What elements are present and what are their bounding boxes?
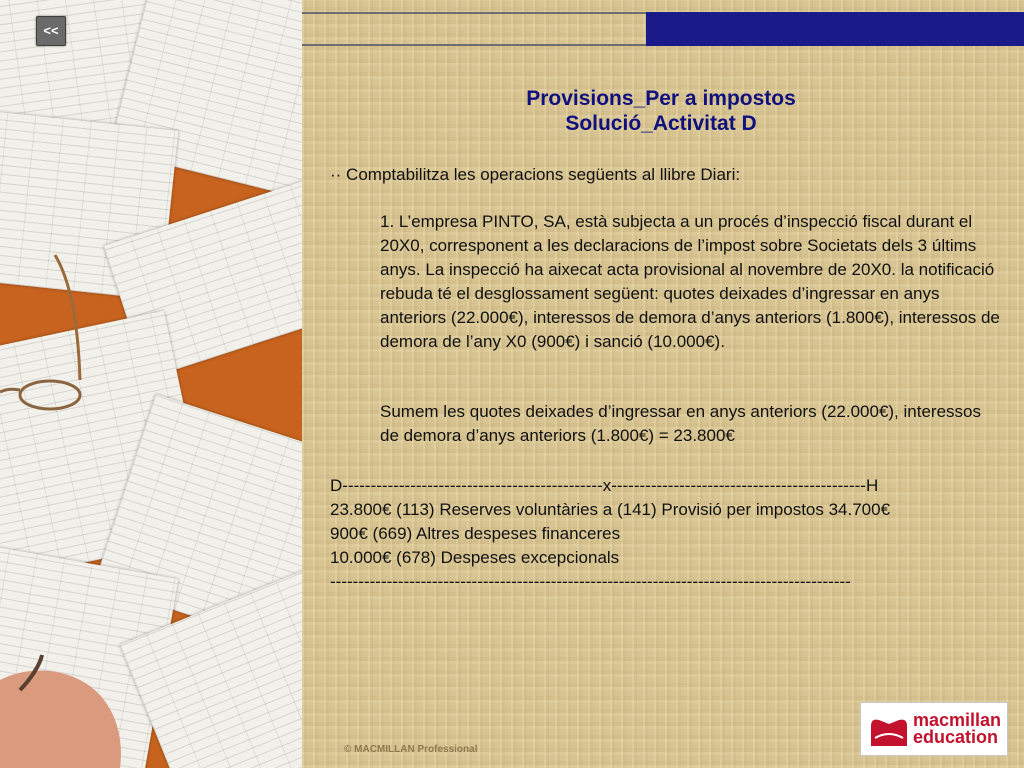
slide-title-line-1: Provisions_Per a impostos [526,87,796,110]
macmillan-education-logo [860,702,1008,756]
header-divider-line [302,44,646,46]
copyright-text: © MACMILLAN Professional [344,744,478,755]
header-accent-bar [646,12,1024,46]
glasses-illustration [0,240,100,420]
hand-illustration [0,650,130,768]
back-button[interactable]: << [36,16,66,46]
calculation-note: Sumem les quotes deixades d’ingressar en anys anteriors (22.000€), interessos de demora d’anys anteriors (1.800€) = 23.800€ [380,402,981,445]
journal-line: 900€ (669) Altres despeses financeres [330,524,621,543]
header-divider-line [302,12,646,14]
journal-line: 23.800€ (113) Reserves voluntàries a (141) Provisió per impostos 34.700€ [330,500,891,519]
slide-title [306,86,1016,136]
journal-entry [330,474,1020,594]
macmillan-logo-mark-icon [869,712,909,748]
logo-wordmark [913,712,1001,746]
background-photo-panel [0,0,302,768]
journal-header: D----------------------------------------------x---------------------------------------------H [330,476,879,495]
logo-line-1: macmillan [913,710,1002,730]
intro-text: ·· Comptabilitza les operacions següents al llibre Diari: [330,165,741,184]
slide-title-line-2: Solució_Activitat D [565,112,757,135]
journal-footer: -------------------------------------------------------------------------------------------- [330,572,851,591]
journal-line: 10.000€ (678) Despeses excepcionals [330,548,620,567]
exercise-statement: 1. L’empresa PINTO, SA, està subjecta a un procés d’inspecció fiscal durant el 20X0, corresponent a les declaracions de l’impost sobre Societats dels 3 últims anys. La inspecció ha aixecat acta provisional al novembre de 20X0. la notificació rebuda té el desglossament següent: quotes deixades d’ingressar en anys anteriors (22.000€), interessos de demora d’anys anteriors (1.800€), interessos de demora de l’any X0 (900€) i sanció (10.000€). [380,212,1000,351]
logo-line-2: education [913,727,999,747]
